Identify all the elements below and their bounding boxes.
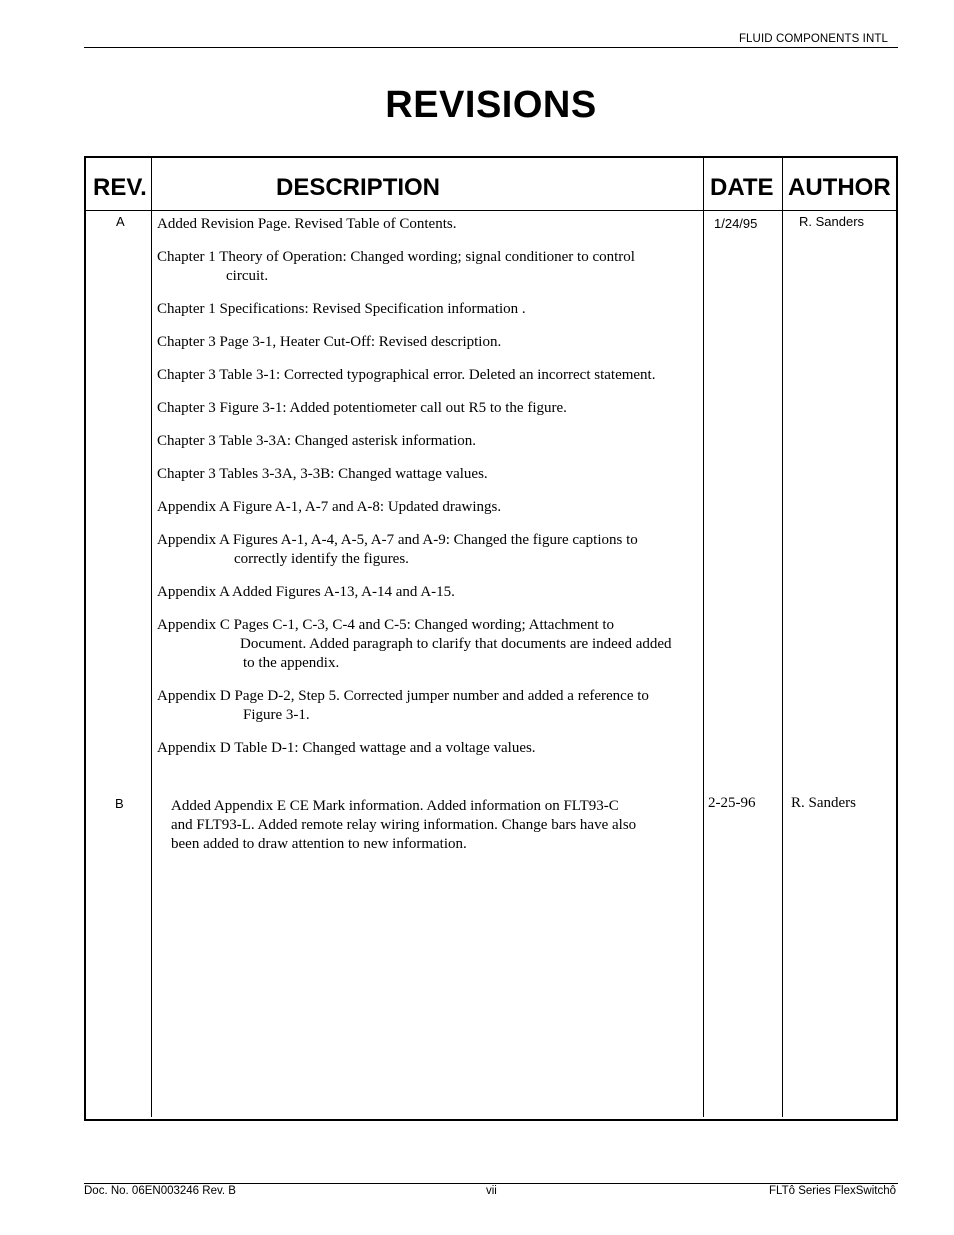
column-divider-date xyxy=(782,158,783,1117)
rev-a-date: 1/24/95 xyxy=(714,216,758,231)
list-item: Added Revision Page. Revised Table of Contents. xyxy=(157,216,457,232)
footer-rule xyxy=(84,1183,898,1184)
column-divider-rev xyxy=(151,158,152,1117)
header-row-divider xyxy=(86,210,896,211)
list-item: Chapter 3 Tables 3-3A, 3-3B: Changed wattage values. xyxy=(157,466,488,482)
list-item: Appendix A Added Figures A-13, A-14 and A-15. xyxy=(157,584,455,600)
footer-product-name: FLTô Series FlexSwitchô xyxy=(769,1185,896,1197)
rev-b-line: been added to draw attention to new information. xyxy=(171,836,467,852)
list-item: Appendix A Figure A-1, A-7 and A-8: Updated drawings. xyxy=(157,499,502,515)
list-item: Chapter 3 Table 3-1: Corrected typographical error. Deleted an incorrect statement. xyxy=(157,367,656,383)
rev-b-author: R. Sanders xyxy=(791,795,856,811)
list-item: Appendix C Pages C-1, C-3, C-4 and C-5: Changed wording; Attachment to Document. Added paragraph to clarify that documents are indeed added to the appendix. xyxy=(157,617,672,671)
rev-b-line: Added Appendix E CE Mark information. Added information on FLT93-C xyxy=(171,798,619,814)
list-item: Chapter 1 Specifications: Revised Specification information . xyxy=(157,301,526,317)
column-divider-description xyxy=(703,158,704,1117)
list-item: Appendix D Page D-2, Step 5. Corrected jumper number and added a reference to Figure 3-1. xyxy=(157,688,649,723)
page-title: REVISIONS xyxy=(385,84,597,126)
company-name: FLUID COMPONENTS INTL xyxy=(738,33,888,45)
rev-b-line: and FLT93-L. Added remote relay wiring information. Change bars have also xyxy=(171,817,637,833)
list-item: Appendix A Figures A-1, A-4, A-5, A-7 and A-9: Changed the figure captions to correctly identify the figures. xyxy=(157,532,638,567)
footer-doc-number: Doc. No. 06EN003246 Rev. B xyxy=(84,1185,236,1197)
rev-a-description-list xyxy=(157,215,702,772)
rev-b-description xyxy=(171,797,691,854)
column-header-date: DATE xyxy=(710,174,774,201)
list-item: Chapter 1 Theory of Operation: Changed wording; signal conditioner to control circuit. xyxy=(157,249,635,284)
column-header-author: AUTHOR xyxy=(788,174,891,201)
column-header-description: DESCRIPTION xyxy=(276,174,441,201)
revisions-table xyxy=(84,156,898,1121)
list-item: Appendix D Table D-1: Changed wattage and a voltage values. xyxy=(157,740,536,756)
list-item: Chapter 3 Figure 3-1: Added potentiometer call out R5 to the figure. xyxy=(157,400,567,416)
rev-a-author: R. Sanders xyxy=(799,214,865,229)
header-rule xyxy=(84,47,898,48)
column-header-rev: REV. xyxy=(93,174,147,201)
list-item: Chapter 3 Page 3-1, Heater Cut-Off: Revised description. xyxy=(157,334,502,350)
list-item: Chapter 3 Table 3-3A: Changed asterisk information. xyxy=(157,433,477,449)
rev-b-date: 2-25-96 xyxy=(708,795,756,811)
footer-page-number: vii xyxy=(486,1185,497,1197)
rev-b-label: B xyxy=(115,796,124,811)
rev-a-label: A xyxy=(116,214,125,229)
